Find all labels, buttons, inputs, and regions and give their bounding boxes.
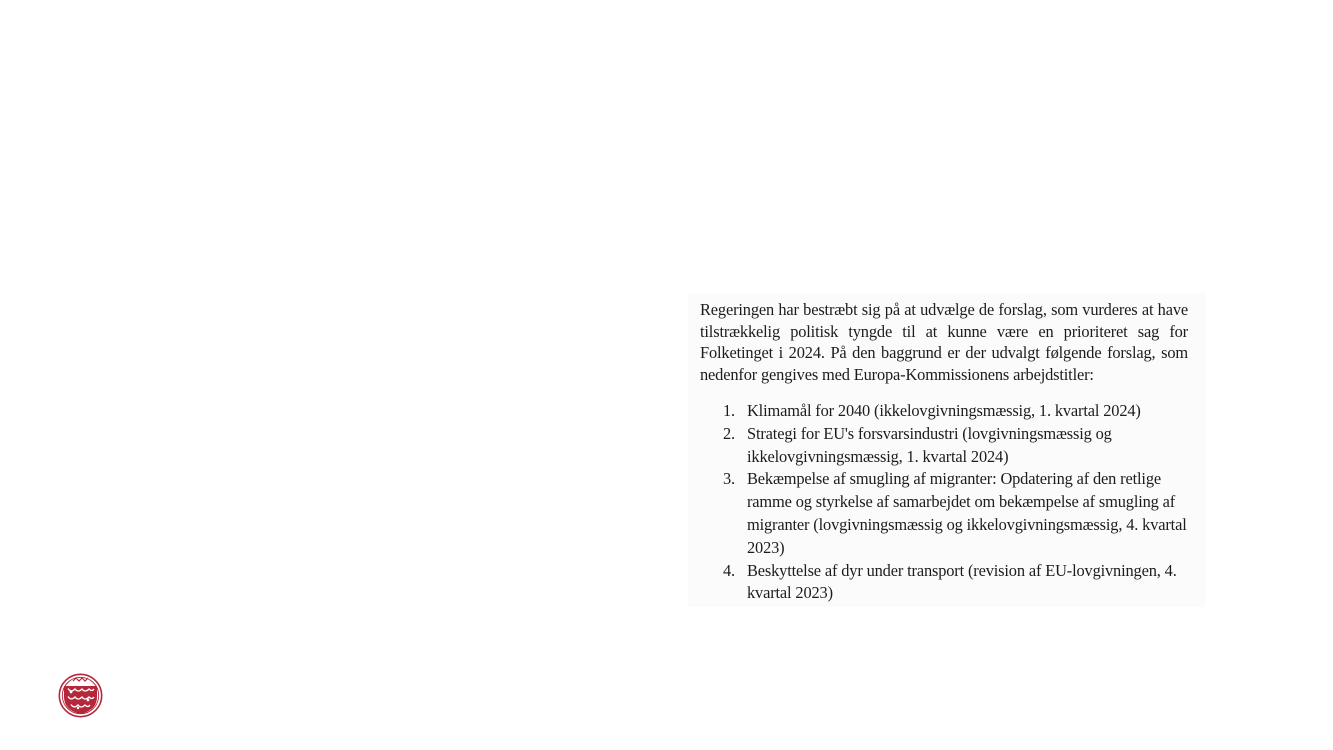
list-item-number: 3. [723, 469, 735, 489]
list-item-text: Klimamål for 2040 (ikkelovgivningsmæssig, 1. kvartal 2024) [747, 401, 1141, 420]
list-item [700, 400, 1188, 423]
coat-of-arms-seal-icon [58, 673, 103, 718]
intro-paragraph: Regeringen har bestræbt sig på at udvælge de forslag, som vurderes at have tilstrækkelig politisk tyngde til at kunne være en prioriteret sag for Folketinget i 2024. På den baggrund er der udvalgt følgende forslag, som nedenfor gengives med Europa-Kommissionens arbejdstitler: [700, 300, 1188, 384]
list-item-text: Beskyttelse af dyr under transport (revision af EU-lovgivningen, 4. kvartal 2023) [747, 560, 1177, 603]
document-excerpt [688, 293, 1206, 607]
list-item [700, 423, 1188, 469]
list-item-text: Bekæmpelse af smugling af migranter: Opdatering af den retlige ramme og styrkelse af samarbejdet om bekæmpelse af smugling af migranter (lovgivningsmæssig og ikkelovgivningsmæssig, 4. kvartal 2023) [747, 469, 1187, 557]
list-item-number: 4. [723, 560, 735, 580]
list-item-number: 2. [723, 423, 735, 443]
list-item-number: 1. [723, 401, 735, 420]
list-item-text: Strategi for EU's forsvarsindustri (lovgivningsmæssig og ikkelovgivningsmæssig, 1. kvartal 2024) [747, 423, 1112, 466]
list-item [700, 468, 1188, 559]
list-item [700, 560, 1188, 606]
priority-list [700, 400, 1188, 605]
